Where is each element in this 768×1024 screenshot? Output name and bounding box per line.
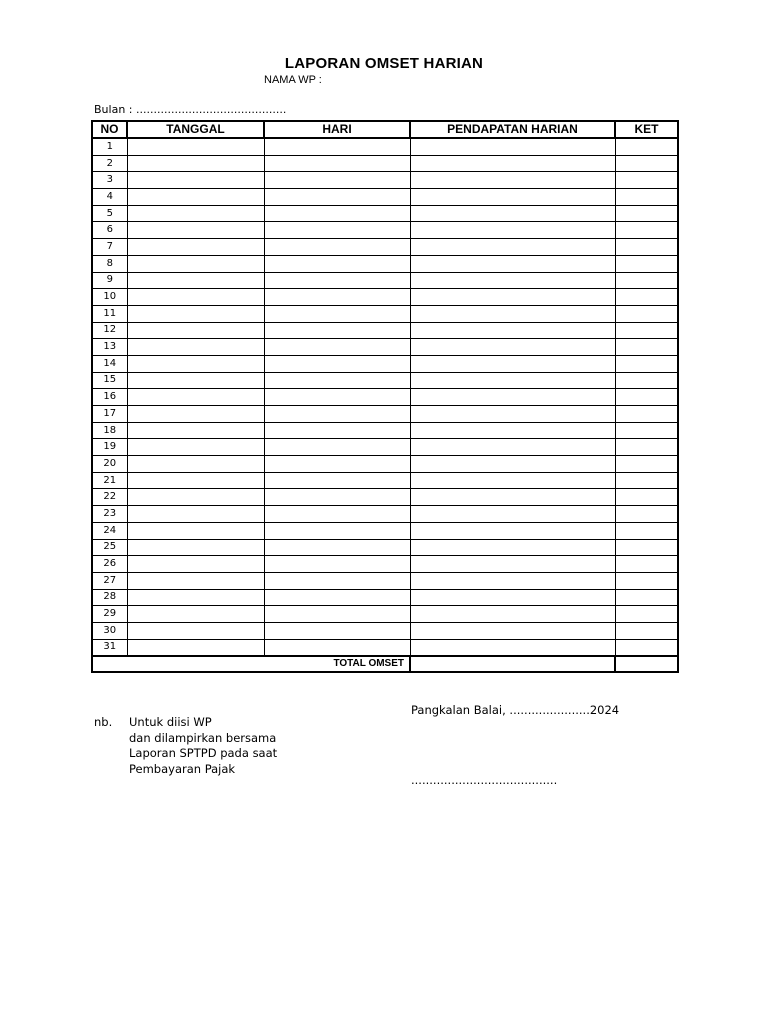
row-number: 14	[92, 355, 127, 372]
row-number: 16	[92, 389, 127, 406]
pendapatan-harian-cell	[410, 305, 615, 322]
column-header-tanggal: TANGGAL	[127, 121, 264, 138]
tanggal-cell	[127, 522, 264, 539]
table-row	[92, 322, 678, 339]
note-label: nb.	[94, 715, 113, 729]
hari-cell	[264, 622, 410, 639]
note-line: Pembayaran Pajak	[129, 761, 236, 776]
hari-cell	[264, 322, 410, 339]
table-row	[92, 138, 678, 155]
row-number: 9	[92, 272, 127, 289]
tanggal-cell	[127, 222, 264, 239]
table-row	[92, 305, 678, 322]
tanggal-cell	[127, 172, 264, 189]
hari-cell	[264, 506, 410, 523]
hari-cell	[264, 255, 410, 272]
table-row	[92, 239, 678, 256]
row-number: 12	[92, 322, 127, 339]
row-number: 24	[92, 522, 127, 539]
pendapatan-harian-cell	[410, 289, 615, 306]
row-number: 2	[92, 155, 127, 172]
ket-cell	[615, 189, 678, 206]
hari-cell	[264, 406, 410, 423]
ket-cell	[615, 522, 678, 539]
ket-cell	[615, 239, 678, 256]
ket-cell	[615, 439, 678, 456]
ket-cell	[615, 255, 678, 272]
tanggal-cell	[127, 189, 264, 206]
tanggal-cell	[127, 155, 264, 172]
ket-cell	[615, 372, 678, 389]
hari-cell	[264, 289, 410, 306]
hari-cell	[264, 205, 410, 222]
pendapatan-harian-cell	[410, 589, 615, 606]
hari-cell	[264, 606, 410, 623]
row-number: 8	[92, 255, 127, 272]
table-row	[92, 522, 678, 539]
daily-turnover-table	[91, 120, 679, 673]
table-row	[92, 639, 678, 656]
tanggal-cell	[127, 239, 264, 256]
total-omset-label: TOTAL OMSET	[92, 656, 410, 672]
row-number: 31	[92, 639, 127, 656]
ket-cell	[615, 138, 678, 155]
ket-cell	[615, 589, 678, 606]
ket-cell	[615, 272, 678, 289]
column-header-hari: HARI	[264, 121, 410, 138]
pendapatan-harian-cell	[410, 389, 615, 406]
ket-cell	[615, 289, 678, 306]
hari-cell	[264, 172, 410, 189]
table-row	[92, 205, 678, 222]
tanggal-cell	[127, 472, 264, 489]
tanggal-cell	[127, 289, 264, 306]
table-row	[92, 406, 678, 423]
pendapatan-harian-cell	[410, 539, 615, 556]
hari-cell	[264, 272, 410, 289]
row-number: 7	[92, 239, 127, 256]
ket-cell	[615, 155, 678, 172]
row-number: 15	[92, 372, 127, 389]
month-label: Bulan : ...........................................	[94, 103, 287, 116]
pendapatan-harian-cell	[410, 189, 615, 206]
row-number: 18	[92, 422, 127, 439]
ket-cell	[615, 205, 678, 222]
row-number: 3	[92, 172, 127, 189]
pendapatan-harian-cell	[410, 155, 615, 172]
ket-cell	[615, 422, 678, 439]
hari-cell	[264, 472, 410, 489]
pendapatan-harian-cell	[410, 205, 615, 222]
column-header-ket: KET	[615, 121, 678, 138]
table-row	[92, 472, 678, 489]
hari-cell	[264, 138, 410, 155]
table-row	[92, 572, 678, 589]
ket-cell	[615, 339, 678, 356]
pendapatan-harian-cell	[410, 355, 615, 372]
hari-cell	[264, 339, 410, 356]
row-number: 1	[92, 138, 127, 155]
total-row	[92, 656, 678, 672]
row-number: 27	[92, 572, 127, 589]
table-row	[92, 255, 678, 272]
ket-cell	[615, 322, 678, 339]
note-line: Laporan SPTPD pada saat	[129, 746, 278, 760]
hari-cell	[264, 522, 410, 539]
table-row	[92, 389, 678, 406]
row-number: 30	[92, 622, 127, 639]
ket-cell	[615, 355, 678, 372]
pendapatan-harian-cell	[410, 255, 615, 272]
ket-cell	[615, 489, 678, 506]
ket-cell	[615, 556, 678, 573]
pendapatan-harian-cell	[410, 572, 615, 589]
ket-cell	[615, 172, 678, 189]
tanggal-cell	[127, 272, 264, 289]
total-omset-value-cell	[410, 656, 615, 672]
ket-cell	[615, 622, 678, 639]
pendapatan-harian-cell	[410, 489, 615, 506]
row-number: 10	[92, 289, 127, 306]
hari-cell	[264, 155, 410, 172]
pendapatan-harian-cell	[410, 556, 615, 573]
hari-cell	[264, 456, 410, 473]
tanggal-cell	[127, 622, 264, 639]
ket-cell	[615, 539, 678, 556]
tanggal-cell	[127, 255, 264, 272]
note-line: Untuk diisi WP	[129, 715, 212, 729]
hari-cell	[264, 422, 410, 439]
ket-cell	[615, 222, 678, 239]
pendapatan-harian-cell	[410, 239, 615, 256]
hari-cell	[264, 556, 410, 573]
tanggal-cell	[127, 372, 264, 389]
row-number: 11	[92, 305, 127, 322]
pendapatan-harian-cell	[410, 372, 615, 389]
table-row	[92, 556, 678, 573]
pendapatan-harian-cell	[410, 138, 615, 155]
hari-cell	[264, 222, 410, 239]
tanggal-cell	[127, 205, 264, 222]
tanggal-cell	[127, 539, 264, 556]
tanggal-cell	[127, 639, 264, 656]
table-header-row	[92, 121, 678, 138]
column-header-pendapatan-harian: PENDAPATAN HARIAN	[410, 121, 615, 138]
tanggal-cell	[127, 439, 264, 456]
hari-cell	[264, 305, 410, 322]
place-and-date: Pangkalan Balai, ......................2024	[411, 703, 620, 717]
row-number: 5	[92, 205, 127, 222]
pendapatan-harian-cell	[410, 639, 615, 656]
table-row	[92, 589, 678, 606]
tanggal-cell	[127, 422, 264, 439]
row-number: 26	[92, 556, 127, 573]
note-line: dan dilampirkan bersama	[129, 730, 277, 745]
taxpayer-name-label: NAMA WP :	[264, 74, 322, 86]
row-number: 20	[92, 456, 127, 473]
row-number: 29	[92, 606, 127, 623]
note-text	[129, 715, 277, 777]
table-row	[92, 539, 678, 556]
pendapatan-harian-cell	[410, 222, 615, 239]
table-row	[92, 439, 678, 456]
table-row	[92, 272, 678, 289]
table-row	[92, 172, 678, 189]
tanggal-cell	[127, 406, 264, 423]
ket-cell	[615, 456, 678, 473]
report-title: LAPORAN OMSET HARIAN	[284, 55, 484, 72]
table-row	[92, 506, 678, 523]
table-row	[92, 456, 678, 473]
pendapatan-harian-cell	[410, 506, 615, 523]
pendapatan-harian-cell	[410, 456, 615, 473]
row-number: 17	[92, 406, 127, 423]
ket-cell	[615, 406, 678, 423]
hari-cell	[264, 239, 410, 256]
total-ket-cell	[615, 656, 678, 672]
hari-cell	[264, 589, 410, 606]
ket-cell	[615, 305, 678, 322]
tanggal-cell	[127, 589, 264, 606]
pendapatan-harian-cell	[410, 272, 615, 289]
row-number: 13	[92, 339, 127, 356]
hari-cell	[264, 355, 410, 372]
ket-cell	[615, 606, 678, 623]
row-number: 25	[92, 539, 127, 556]
row-number: 6	[92, 222, 127, 239]
tanggal-cell	[127, 355, 264, 372]
tanggal-cell	[127, 339, 264, 356]
pendapatan-harian-cell	[410, 606, 615, 623]
row-number: 28	[92, 589, 127, 606]
hari-cell	[264, 539, 410, 556]
table-row	[92, 339, 678, 356]
table-row	[92, 222, 678, 239]
signature-line: ........................................	[411, 773, 558, 787]
table-row	[92, 372, 678, 389]
tanggal-cell	[127, 138, 264, 155]
tanggal-cell	[127, 456, 264, 473]
pendapatan-harian-cell	[410, 422, 615, 439]
tanggal-cell	[127, 322, 264, 339]
hari-cell	[264, 439, 410, 456]
pendapatan-harian-cell	[410, 439, 615, 456]
row-number: 19	[92, 439, 127, 456]
hari-cell	[264, 639, 410, 656]
pendapatan-harian-cell	[410, 522, 615, 539]
hari-cell	[264, 489, 410, 506]
pendapatan-harian-cell	[410, 339, 615, 356]
row-number: 21	[92, 472, 127, 489]
ket-cell	[615, 639, 678, 656]
tanggal-cell	[127, 305, 264, 322]
table-row	[92, 289, 678, 306]
tanggal-cell	[127, 572, 264, 589]
hari-cell	[264, 189, 410, 206]
pendapatan-harian-cell	[410, 622, 615, 639]
column-header-no: NO	[92, 121, 127, 138]
hari-cell	[264, 389, 410, 406]
table-row	[92, 622, 678, 639]
ket-cell	[615, 389, 678, 406]
ket-cell	[615, 572, 678, 589]
table-row	[92, 489, 678, 506]
pendapatan-harian-cell	[410, 322, 615, 339]
row-number: 23	[92, 506, 127, 523]
tanggal-cell	[127, 506, 264, 523]
ket-cell	[615, 506, 678, 523]
pendapatan-harian-cell	[410, 406, 615, 423]
table-row	[92, 422, 678, 439]
tanggal-cell	[127, 389, 264, 406]
row-number: 22	[92, 489, 127, 506]
table-row	[92, 606, 678, 623]
ket-cell	[615, 472, 678, 489]
tanggal-cell	[127, 489, 264, 506]
pendapatan-harian-cell	[410, 472, 615, 489]
row-number: 4	[92, 189, 127, 206]
pendapatan-harian-cell	[410, 172, 615, 189]
table-row	[92, 189, 678, 206]
table-row	[92, 355, 678, 372]
tanggal-cell	[127, 606, 264, 623]
hari-cell	[264, 372, 410, 389]
tanggal-cell	[127, 556, 264, 573]
hari-cell	[264, 572, 410, 589]
table-row	[92, 155, 678, 172]
